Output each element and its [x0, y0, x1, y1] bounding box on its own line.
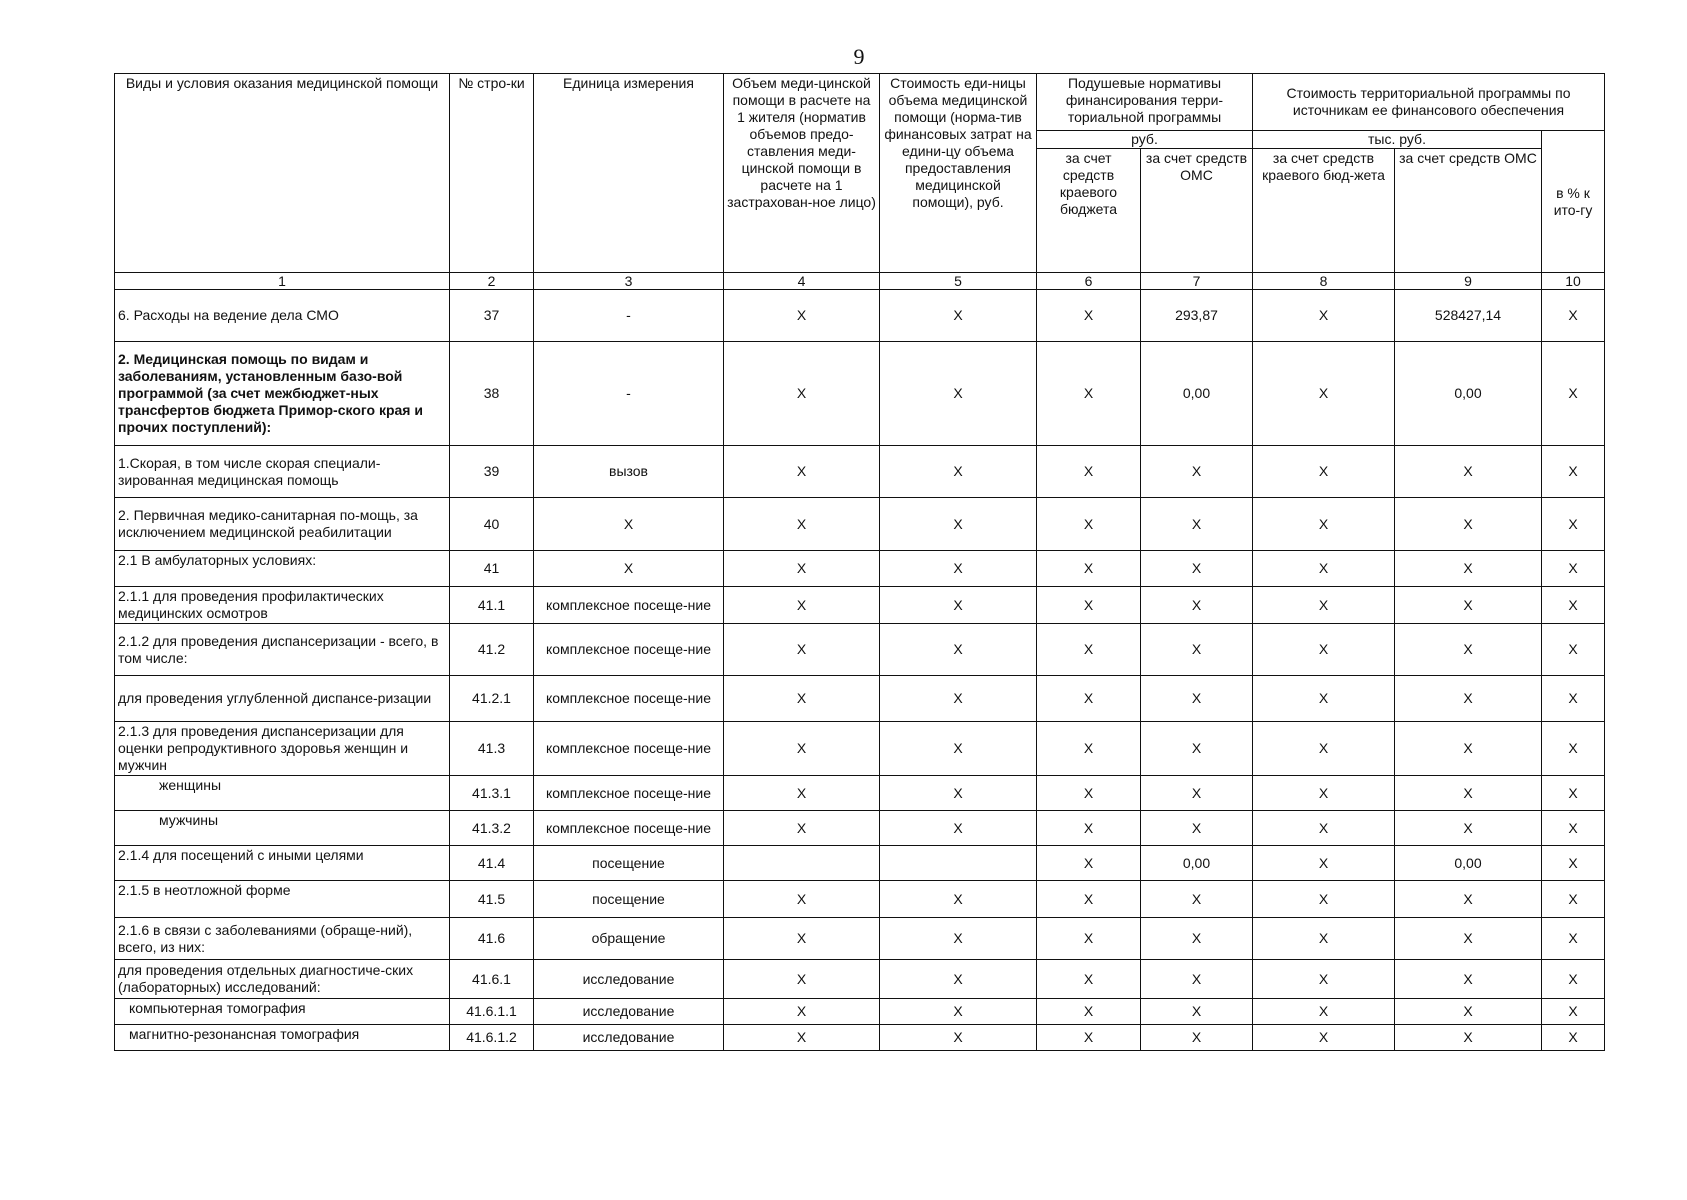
cell-col-6: X — [1037, 290, 1141, 342]
cell-col-6: X — [1037, 960, 1141, 999]
cell-col-5 — [880, 846, 1037, 881]
cell-col-5: X — [880, 918, 1037, 960]
cell-col-5: X — [880, 960, 1037, 999]
row-name: 2.1.6 в связи с заболеваниями (обраще-ний), всего, из них: — [115, 918, 450, 960]
row-line-number: 41.5 — [450, 881, 534, 918]
table-row — [115, 624, 1605, 676]
cell-col-8: X — [1253, 551, 1395, 587]
header-regional-budget-thous: за счет средств краевого бюд-жета — [1253, 149, 1395, 273]
cell-col-9: X — [1395, 446, 1542, 498]
header-unit-cost: Стоимость еди-ницы объема медицинской помощи (норма-тив финансовых затрат на едини-цу объема предоставления медицинской помощи), руб. — [880, 74, 1037, 273]
cell-col-9: X — [1395, 551, 1542, 587]
cell-col-10: X — [1542, 498, 1605, 551]
column-number-5: 5 — [880, 273, 1037, 290]
cell-col-8: X — [1253, 881, 1395, 918]
cell-col-10: X — [1542, 846, 1605, 881]
page-number: 9 — [853, 44, 865, 69]
cell-col-7: X — [1141, 498, 1253, 551]
cell-col-6: X — [1037, 722, 1141, 776]
table-row — [115, 811, 1605, 846]
row-unit: комплексное посеще-ние — [534, 624, 724, 676]
cell-col-6: X — [1037, 342, 1141, 446]
row-line-number: 39 — [450, 446, 534, 498]
header-line-no: № стро-ки — [450, 74, 534, 273]
row-name: 2.1.3 для проведения диспансеризации для оценки репродуктивного здоровья женщин и мужчин — [115, 722, 450, 776]
table-row — [115, 776, 1605, 811]
cell-col-10: X — [1542, 1025, 1605, 1051]
cell-col-5: X — [880, 587, 1037, 624]
header-kinds: Виды и условия оказания медицинской помощи — [115, 74, 450, 273]
cell-col-8: X — [1253, 960, 1395, 999]
row-name: женщины — [115, 776, 450, 811]
cell-col-10: X — [1542, 776, 1605, 811]
column-number-10: 10 — [1542, 273, 1605, 290]
table-row — [115, 446, 1605, 498]
table-row — [115, 676, 1605, 722]
cell-col-10: X — [1542, 587, 1605, 624]
cell-col-8: X — [1253, 446, 1395, 498]
cell-col-5: X — [880, 999, 1037, 1025]
cell-col-4: X — [724, 722, 880, 776]
cell-col-4: X — [724, 811, 880, 846]
row-unit: комплексное посеще-ние — [534, 811, 724, 846]
row-line-number: 37 — [450, 290, 534, 342]
row-line-number: 41.2.1 — [450, 676, 534, 722]
row-unit: комплексное посеще-ние — [534, 587, 724, 624]
row-name: для проведения углубленной диспансе-ризации — [115, 676, 450, 722]
table-row — [115, 918, 1605, 960]
table-row — [115, 551, 1605, 587]
table-row — [115, 342, 1605, 446]
cell-col-7: X — [1141, 446, 1253, 498]
row-unit: посещение — [534, 881, 724, 918]
cell-col-7: X — [1141, 776, 1253, 811]
cell-col-7: X — [1141, 722, 1253, 776]
cell-col-6: X — [1037, 1025, 1141, 1051]
row-name: компьютерная томография — [115, 999, 450, 1025]
row-unit: - — [534, 290, 724, 342]
column-number-1: 1 — [115, 273, 450, 290]
cell-col-9: X — [1395, 722, 1542, 776]
cell-col-6: X — [1037, 846, 1141, 881]
cell-col-6: X — [1037, 587, 1141, 624]
cell-col-9: X — [1395, 587, 1542, 624]
table-row — [115, 290, 1605, 342]
cell-col-7: X — [1141, 624, 1253, 676]
cell-col-10: X — [1542, 676, 1605, 722]
cell-col-4: X — [724, 918, 880, 960]
column-number-9: 9 — [1395, 273, 1542, 290]
cell-col-7: X — [1141, 1025, 1253, 1051]
cell-col-8: X — [1253, 676, 1395, 722]
row-unit: исследование — [534, 999, 724, 1025]
cell-col-10: X — [1542, 999, 1605, 1025]
cell-col-5: X — [880, 776, 1037, 811]
column-number-6: 6 — [1037, 273, 1141, 290]
row-unit: исследование — [534, 1025, 724, 1051]
column-number-3: 3 — [534, 273, 724, 290]
cell-col-5: X — [880, 342, 1037, 446]
cell-col-6: X — [1037, 551, 1141, 587]
cell-col-4: X — [724, 881, 880, 918]
table-row — [115, 846, 1605, 881]
cell-col-6: X — [1037, 881, 1141, 918]
header-oms-thous: за счет средств ОМС — [1395, 149, 1542, 273]
cell-col-5: X — [880, 498, 1037, 551]
column-number-4: 4 — [724, 273, 880, 290]
cell-col-9: X — [1395, 776, 1542, 811]
header-regional-budget-rub: за счет средств краевого бюджета — [1037, 149, 1141, 273]
cell-col-8: X — [1253, 498, 1395, 551]
cell-col-8: X — [1253, 776, 1395, 811]
table-row — [115, 960, 1605, 999]
cell-col-10: X — [1542, 881, 1605, 918]
cell-col-5: X — [880, 722, 1037, 776]
row-line-number: 41.3.1 — [450, 776, 534, 811]
cell-col-4: X — [724, 960, 880, 999]
cell-col-7: X — [1141, 587, 1253, 624]
cell-col-4: X — [724, 1025, 880, 1051]
cell-col-9: X — [1395, 676, 1542, 722]
row-unit: комплексное посеще-ние — [534, 776, 724, 811]
cell-col-10: X — [1542, 342, 1605, 446]
cell-col-7: 0,00 — [1141, 342, 1253, 446]
cell-col-4: X — [724, 776, 880, 811]
header-group-norms: Подушевые нормативы финансирования терри-ториальной программы — [1037, 74, 1253, 131]
cell-col-7: 293,87 — [1141, 290, 1253, 342]
cell-col-7: 0,00 — [1141, 846, 1253, 881]
header-unit-rub: руб. — [1037, 131, 1253, 149]
row-name: 2.1 В амбулаторных условиях: — [115, 551, 450, 587]
cell-col-5: X — [880, 676, 1037, 722]
header-unit: Единица измерения — [534, 74, 724, 273]
cell-col-6: X — [1037, 776, 1141, 811]
row-line-number: 41.3.2 — [450, 811, 534, 846]
cell-col-6: X — [1037, 918, 1141, 960]
cell-col-8: X — [1253, 1025, 1395, 1051]
cell-col-4 — [724, 846, 880, 881]
cell-col-9: X — [1395, 999, 1542, 1025]
table-row — [115, 1025, 1605, 1051]
cell-col-6: X — [1037, 811, 1141, 846]
row-line-number: 41 — [450, 551, 534, 587]
row-line-number: 40 — [450, 498, 534, 551]
table-row — [115, 999, 1605, 1025]
row-name: магнитно-резонансная томография — [115, 1025, 450, 1051]
cell-col-9: X — [1395, 1025, 1542, 1051]
header-group-cost: Стоимость территориальной программы по источникам ее финансового обеспечения — [1253, 74, 1605, 131]
row-line-number: 41.3 — [450, 722, 534, 776]
row-line-number: 38 — [450, 342, 534, 446]
cell-col-7: X — [1141, 811, 1253, 846]
cell-col-4: X — [724, 624, 880, 676]
cell-col-9: 0,00 — [1395, 846, 1542, 881]
row-line-number: 41.6.1.2 — [450, 1025, 534, 1051]
cell-col-7: X — [1141, 881, 1253, 918]
header-volume: Объем меди-цинской помощи в расчете на 1 жителя (норматив объемов предо-ставления меди-цинской помощи в расчете на 1 застрахован-ное лицо) — [724, 74, 880, 273]
cell-col-4: X — [724, 498, 880, 551]
row-name: 2.1.1 для проведения профилактических медицинских осмотров — [115, 587, 450, 624]
row-line-number: 41.6.1.1 — [450, 999, 534, 1025]
cell-col-6: X — [1037, 999, 1141, 1025]
cell-col-6: X — [1037, 446, 1141, 498]
cell-col-5: X — [880, 624, 1037, 676]
cell-col-9: X — [1395, 918, 1542, 960]
row-unit: комплексное посеще-ние — [534, 722, 724, 776]
cell-col-6: X — [1037, 624, 1141, 676]
table-row — [115, 722, 1605, 776]
cell-col-5: X — [880, 1025, 1037, 1051]
table-row — [115, 587, 1605, 624]
cell-col-10: X — [1542, 722, 1605, 776]
cell-col-9: 528427,14 — [1395, 290, 1542, 342]
table-body — [115, 74, 1605, 1051]
cell-col-7: X — [1141, 918, 1253, 960]
cell-col-5: X — [880, 551, 1037, 587]
column-number-7: 7 — [1141, 273, 1253, 290]
cell-col-7: X — [1141, 676, 1253, 722]
cell-col-7: X — [1141, 999, 1253, 1025]
header-oms-rub: за счет средств ОМС — [1141, 149, 1253, 273]
cell-col-10: X — [1542, 624, 1605, 676]
cell-col-4: X — [724, 999, 880, 1025]
row-unit: X — [534, 498, 724, 551]
cell-col-8: X — [1253, 587, 1395, 624]
column-numbers-row — [115, 273, 1605, 290]
row-name: 6. Расходы на ведение дела СМО — [115, 290, 450, 342]
cell-col-9: X — [1395, 624, 1542, 676]
cell-col-8: X — [1253, 846, 1395, 881]
cell-col-4: X — [724, 551, 880, 587]
cell-col-8: X — [1253, 918, 1395, 960]
cell-col-10: X — [1542, 551, 1605, 587]
cell-col-8: X — [1253, 290, 1395, 342]
cell-col-10: X — [1542, 918, 1605, 960]
row-name: 2.1.5 в неотложной форме — [115, 881, 450, 918]
row-line-number: 41.6.1 — [450, 960, 534, 999]
row-unit: вызов — [534, 446, 724, 498]
row-line-number: 41.2 — [450, 624, 534, 676]
header-unit-thous: тыс. руб. — [1253, 131, 1542, 149]
financing-table — [114, 73, 1605, 1051]
cell-col-9: X — [1395, 811, 1542, 846]
cell-col-7: X — [1141, 960, 1253, 999]
row-name: 2. Первичная медико-санитарная по-мощь, за исключением медицинской реабилитации — [115, 498, 450, 551]
cell-col-8: X — [1253, 624, 1395, 676]
cell-col-8: X — [1253, 342, 1395, 446]
cell-col-5: X — [880, 881, 1037, 918]
cell-col-4: X — [724, 446, 880, 498]
cell-col-9: 0,00 — [1395, 342, 1542, 446]
row-name: 1.Скорая, в том числе скорая специали-зированная медицинская помощь — [115, 446, 450, 498]
row-name: мужчины — [115, 811, 450, 846]
row-unit: X — [534, 551, 724, 587]
cell-col-10: X — [1542, 811, 1605, 846]
cell-col-4: X — [724, 676, 880, 722]
cell-col-5: X — [880, 811, 1037, 846]
cell-col-10: X — [1542, 290, 1605, 342]
row-line-number: 41.4 — [450, 846, 534, 881]
row-name: для проведения отдельных диагностиче-ских (лабораторных) исследований: — [115, 960, 450, 999]
cell-col-5: X — [880, 290, 1037, 342]
column-number-8: 8 — [1253, 273, 1395, 290]
cell-col-4: X — [724, 587, 880, 624]
cell-col-5: X — [880, 446, 1037, 498]
cell-col-8: X — [1253, 722, 1395, 776]
row-name: 2.1.2 для проведения диспансеризации - всего, в том числе: — [115, 624, 450, 676]
table-row — [115, 498, 1605, 551]
row-unit: - — [534, 342, 724, 446]
row-name: 2.1.4 для посещений с иными целями — [115, 846, 450, 881]
row-name: 2. Медицинская помощь по видам и заболеваниям, установленным базо-вой программой (за счет межбюджет-ных трансфертов бюджета Примор-ского края и прочих поступлений): — [115, 342, 450, 446]
row-unit: обращение — [534, 918, 724, 960]
cell-col-9: X — [1395, 881, 1542, 918]
cell-col-8: X — [1253, 999, 1395, 1025]
cell-col-4: X — [724, 342, 880, 446]
column-number-2: 2 — [450, 273, 534, 290]
cell-col-9: X — [1395, 960, 1542, 999]
cell-col-4: X — [724, 290, 880, 342]
header-percent: в % к ито-гу — [1542, 131, 1605, 273]
row-line-number: 41.1 — [450, 587, 534, 624]
cell-col-10: X — [1542, 960, 1605, 999]
cell-col-6: X — [1037, 498, 1141, 551]
table-row — [115, 881, 1605, 918]
cell-col-7: X — [1141, 551, 1253, 587]
cell-col-9: X — [1395, 498, 1542, 551]
cell-col-10: X — [1542, 446, 1605, 498]
cell-col-6: X — [1037, 676, 1141, 722]
row-unit: исследование — [534, 960, 724, 999]
row-unit: комплексное посеще-ние — [534, 676, 724, 722]
row-unit: посещение — [534, 846, 724, 881]
cell-col-8: X — [1253, 811, 1395, 846]
row-line-number: 41.6 — [450, 918, 534, 960]
